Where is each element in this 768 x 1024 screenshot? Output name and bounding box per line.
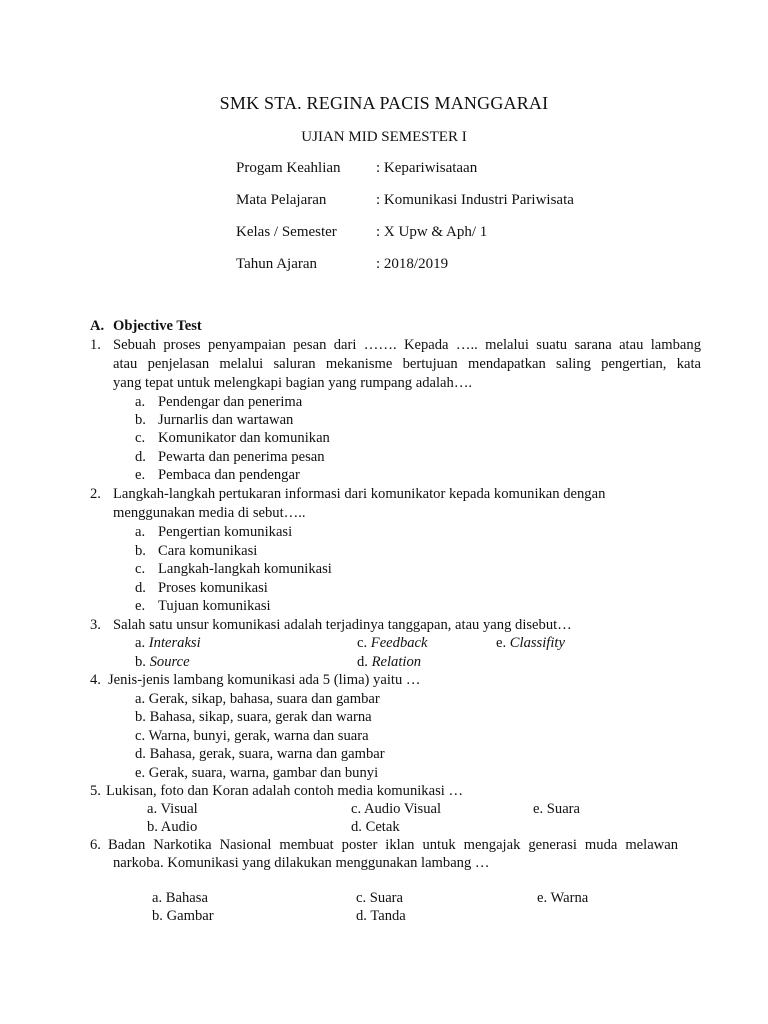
option-letter: b. — [135, 543, 146, 559]
option-letter: b. — [135, 412, 146, 428]
option-letter: e. — [496, 635, 510, 651]
option-text: c. Suara — [356, 890, 404, 906]
meta-value-subject: : Komunikasi Industri Pariwisata — [376, 192, 574, 208]
question-text-line: yang tepat untuk melengkapi bagian yang rumpang adalah…. — [113, 375, 473, 391]
question-number: 3. — [90, 617, 101, 633]
question-text-line: Salah satu unsur komunikasi adalah terjadinya tanggapan, atau yang disebut… — [113, 617, 572, 633]
option-a — [135, 635, 201, 652]
option-letter: a. — [135, 524, 146, 540]
option-e — [496, 635, 565, 652]
section-letter: A. — [90, 318, 105, 334]
option-text: c. Warna, bunyi, gerak, warna dan suara — [135, 728, 369, 744]
option-c — [357, 635, 428, 652]
option-text: Classifity — [509, 635, 565, 651]
option-text: e. Warna — [537, 890, 589, 906]
meta-label-program: Progam Keahlian — [236, 160, 341, 176]
option-d — [357, 654, 421, 671]
meta-value-class: : X Upw & Aph/ 1 — [376, 224, 488, 240]
option-letter: a. — [135, 394, 146, 410]
option-letter: c. — [135, 430, 146, 446]
option-b — [135, 654, 190, 671]
option-letter: a. — [135, 635, 149, 651]
option-text: d. Cetak — [351, 819, 400, 835]
option-text: c. Audio Visual — [351, 801, 442, 817]
question-number: 5. — [90, 783, 101, 799]
option-letter: e. — [135, 467, 146, 483]
question-number: 1. — [90, 337, 101, 353]
school-name: SMK STA. REGINA PACIS MANGGARAI — [219, 93, 549, 113]
option-text: Source — [149, 654, 190, 670]
option-letter: e. — [135, 598, 146, 614]
option-text: b. Gambar — [152, 908, 214, 924]
question-text-line: menggunakan media di sebut….. — [113, 505, 306, 521]
section-title: Objective Test — [113, 318, 202, 334]
option-letter: d. — [357, 654, 372, 670]
option-text: a. Visual — [147, 801, 198, 817]
question-number: 6. — [90, 837, 101, 853]
option-text: a. Bahasa — [152, 890, 208, 906]
meta-value-program: : Kepariwisataan — [376, 160, 478, 176]
question-number: 2. — [90, 486, 101, 502]
option-letter: c. — [135, 561, 146, 577]
option-text: d. Bahasa, gerak, suara, warna dan gambar — [135, 746, 385, 762]
option-text: Langkah-langkah komunikasi — [158, 561, 332, 577]
exam-title: UJIAN MID SEMESTER I — [301, 129, 467, 145]
meta-label-subject: Mata Pelajaran — [236, 192, 327, 208]
meta-label-class: Kelas / Semester — [236, 224, 337, 240]
option-text: Pembaca dan pendengar — [158, 467, 300, 483]
question-text-line: Lukisan, foto dan Koran adalah contoh media komunikasi … — [106, 783, 464, 799]
option-text: Feedback — [370, 635, 428, 651]
option-letter: b. — [135, 654, 150, 670]
option-text: Cara komunikasi — [158, 543, 258, 559]
option-text: d. Tanda — [356, 908, 406, 924]
option-text: Pewarta dan penerima pesan — [158, 449, 325, 465]
meta-value-year: : 2018/2019 — [376, 256, 449, 272]
option-text: a. Gerak, sikap, bahasa, suara dan gambar — [135, 691, 380, 707]
option-text: Pengertian komunikasi — [158, 524, 293, 540]
option-text: Relation — [371, 654, 422, 670]
meta-label-year: Tahun Ajaran — [236, 256, 318, 272]
option-text: Pendengar dan penerima — [158, 394, 303, 410]
option-text: Interaksi — [148, 635, 201, 651]
question-text-line: Jenis-jenis lambang komunikasi ada 5 (lima) yaitu … — [108, 672, 421, 688]
question-text-line: Sebuah proses penyampaian pesan dari ……. Kepada ….. melalui suatu sarana atau lambang — [113, 337, 701, 353]
option-letter: c. — [357, 635, 371, 651]
option-text: b. Bahasa, sikap, suara, gerak dan warna — [135, 709, 372, 725]
question-text-line: atau penjelasan melalui saluran mekanisme bertujuan mendapatkan saling pengertian, kata — [113, 356, 701, 372]
question-text-line: narkoba. Komunikasi yang dilakukan menggunakan lambang … — [113, 855, 490, 871]
option-text: b. Audio — [147, 819, 198, 835]
question-text-line: Badan Narkotika Nasional membuat poster iklan untuk mengajak generasi muda melawan — [108, 837, 678, 853]
option-letter: d. — [135, 449, 146, 465]
option-text: Tujuan komunikasi — [158, 598, 271, 614]
option-text: e. Gerak, suara, warna, gambar dan bunyi — [135, 765, 379, 781]
option-text: Proses komunikasi — [158, 580, 268, 596]
option-text: Jurnarlis dan wartawan — [158, 412, 294, 428]
option-text: Komunikator dan komunikan — [158, 430, 330, 446]
question-text-line: Langkah-langkah pertukaran informasi dari komunikator kepada komunikan dengan — [113, 486, 606, 502]
question-number: 4. — [90, 672, 101, 688]
option-letter: d. — [135, 580, 146, 596]
option-text: e. Suara — [533, 801, 581, 817]
